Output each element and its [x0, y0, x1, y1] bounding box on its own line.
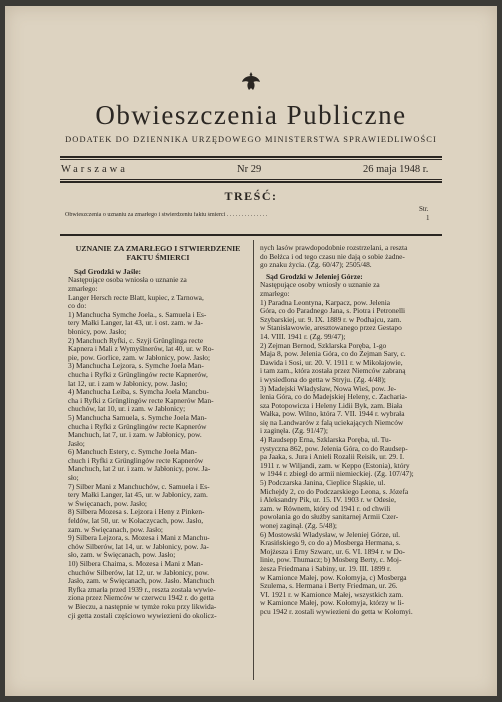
text-line: chuchów, lat 10, ur. i zam. w Jabłonicy; [68, 405, 186, 414]
section-heading [68, 244, 248, 263]
text-line: Następujące osoba wniosła o uznanie za [68, 276, 187, 285]
right-column [260, 244, 442, 617]
text-line: Manchuch, lat 2 ur. i zam. w Jabłonicy, pow. Ja- [68, 465, 211, 474]
text-line: w Stanisławowie, aresztowanego przez Gestapo [260, 324, 402, 333]
text-line: linie, pow. Thumacz; b) Mosberg Berty, c. Moj- [260, 556, 402, 565]
text-line: i zaginęła. (Zg. 91/47); [260, 427, 328, 436]
header-rule-bottom-thin [60, 179, 442, 180]
text-line: i tam zam., która została przez Niemców zabraną [260, 367, 406, 376]
text-line: VI. 1921 r. w Kamionce Małej, wszystkich zam. [260, 590, 404, 599]
text-line: 3) Madejski Władysław, Nowa Wieś, pow. Je- [260, 384, 397, 393]
text-line: i wysiedlona do getta w Stryju. (Zg. 4/48); [260, 375, 386, 384]
text-line: w Kamionce Małej, pow. Kołomyja, c) Mosberga [260, 573, 407, 582]
right-column-text [260, 281, 442, 616]
text-line: Ryfka zmarła przed 1939 r., reszta została wywie- [68, 585, 216, 594]
text-line: Jasło, zam. w Święcanach, pow. Jasło. Manchuch [68, 577, 215, 586]
text-line: chów Silberów, lat 14, ur. w Jabłonicy, pow. Ja- [68, 542, 209, 551]
text-line: tery Małki Langer, lat 45, ur. w Jabłonicy, zam. [68, 491, 208, 500]
text-line: chucha i Ryfki z Grünglingów recte Kapnerów [68, 422, 207, 431]
text-line: w 1944 r. zbiegł do armii niemieckiej. (Zg. 107/47); [260, 470, 414, 479]
text-line: cji getta zostali częściowo wywiezieni do okolicz- [68, 611, 217, 620]
text-line: pa Jaaka, s. Jura i Anieli Rozalii Reisik, ur. 29. I. [260, 453, 405, 462]
text-line: do Bełżca i od tego czasu nie dają o sobie żadne- [260, 252, 405, 261]
text-line: 2) Zejman Bernod, Szklarska Poręba, 1-go [260, 341, 387, 350]
text-line: w Kamionce Małej, pow. Kołomyja, którzy w li- [260, 599, 405, 608]
text-line: 14. VIII. 1941 r. (Zg. 99/47); [260, 332, 346, 341]
text-line: 3) Manchucha Lejzora, s. Symche Joela Man- [68, 362, 204, 371]
text-line: i Aleksandry Pik, ur. 15. IV. 1903 r. w Odesie, [260, 496, 396, 505]
header-rule-top-thin [60, 159, 442, 160]
text-line: w Bieczu, a następnie w tymże roku przy likwida- [68, 602, 217, 611]
text-line: ziona przez Niemców w czerwcu 1942 r. do getta [68, 594, 214, 603]
text-line: 9) Silbera Lejzora, s. Mozesa i Mani z Manchu- [68, 534, 210, 543]
toc-page-label: Str. [419, 205, 429, 213]
text-line: lat 12, ur. i zam w Jabłonicy, pow. Jasło; [68, 379, 188, 388]
text-line: żesza Friedmana i Sabiny, ur. 19. III. 1899 r. [260, 564, 392, 573]
text-line: 4) Manchucha Leiba, s. Symcha Joela Mancbu- [68, 388, 209, 397]
left-column [68, 244, 248, 620]
text-line: 7) Silber Mani z Manchuchów, c. Samuela i Es- [68, 482, 210, 491]
publication-title: Obwieszczenia Publiczne [95, 100, 407, 130]
text-line: sło, zam. w Święcanach, pow. Jasło; [68, 551, 176, 560]
header-rule-top [60, 156, 442, 158]
toc-heading: TREŚĆ: [224, 189, 278, 203]
text-line: tery Małki Langer, lat 43, ur. i ost. zam. w Ja- [68, 319, 203, 328]
text-line: sza Potopowicza i Heleny Lidii Byk, zam. Biała [260, 401, 403, 410]
section-heading-line: FAKTU ŚMIERCI [126, 253, 190, 263]
text-line: 5) Podczarska Janina, Cieplice Śląskie, ul. [260, 479, 386, 488]
text-line: cha i Ryfki z Grünglingów recte Kapnerów Man- [68, 396, 214, 405]
left-column-text [68, 276, 248, 620]
text-line: 1) Paradna Leontyna, Karpacz, pow. Jelenia [260, 298, 391, 307]
text-line: Manchuch, lat 7, ur. i zam. w Jabłonicy, pow. [68, 431, 202, 440]
eagle-emblem-icon [241, 70, 261, 92]
text-line: rystyczna 862, pow. Jelenia Góra, co do Raudsep- [260, 444, 408, 453]
text-line: Mojżesza i Erny Szwarc, ur. 6. VI. 1894 r. w Do- [260, 547, 405, 556]
text-line: Dawida i Sosi, ur. 20. V. 1911 r. w Mikołajowie, [260, 358, 403, 367]
publication-city: Warszawa [61, 164, 128, 175]
text-line: Góra, co do Paradnego Jana, s. Piotra i Petronelli [260, 307, 406, 316]
text-line: Langer Hersch recte Blatt, kupiec, z Tarnowa, [68, 293, 204, 302]
text-line: 8) Silbera Mozesa s. Lejzora i Heny z Pinken- [68, 508, 205, 517]
text-line: w Święcanach, pow. Jasło; [68, 499, 147, 508]
text-line: powołania go do służby sanitarnej Armii Czer- [260, 513, 399, 522]
text-line: Wałka, pow. Wilno, która 7. VII. 1944 r. wybrała [260, 410, 405, 419]
section-heading-line: UZNANIE ZA ZMARŁEGO I STWIERDZENIE [75, 244, 241, 253]
text-line: 10) Silbera Chaima, s. Mozesa i Mani z Man- [68, 560, 204, 568]
toc-entry: Obwieszczenia o uznaniu za zmarłego i stwierdzeniu faktu śmierci . . . . . . . . . . . . . . [65, 212, 268, 218]
text-line: Szulema, s. Hermana i Berty Friedman, ur. 26. [260, 582, 398, 591]
text-line: Krasińskiego 9, co do a) Mosberga Hermana, s. [260, 539, 401, 548]
text-line: 2) Manchuch Ryfki, c. Szyji Grünglinga recte [68, 336, 204, 345]
text-line: sło; [68, 474, 79, 483]
court-heading: Sąd Grodzki w Jeleniej Górze: [266, 272, 363, 281]
text-line: 1911 r. w Wiljandi, zam. w Keppo (Estonia), który [260, 461, 410, 470]
issue-number: Nr 29 [237, 164, 262, 175]
issue-date: 26 maja 1948 r. [363, 164, 429, 175]
document-page [5, 6, 497, 696]
text-line: go znaku życia. (Zg. 60/47); 2505/48. [260, 261, 372, 270]
text-line: zmarłego: [260, 289, 290, 298]
text-line: feldów, lat 50, ur. w Kołaczycach, pow. Jasło, [68, 517, 204, 526]
text-line: Następujące osoby wniosły o uznanie za [260, 281, 380, 290]
text-line: zam. w Równem, który od 1941 r. od chwili [260, 504, 391, 513]
text-line: 1) Manchucha Symche Joela., s. Samuela i Es- [68, 310, 207, 319]
text-line: błonicy, pow. Jasło; [68, 327, 127, 336]
text-line: 6) Manchuch Estery, c. Symche Joela Man- [68, 448, 197, 457]
column-divider [253, 240, 254, 680]
header-rule-bottom [60, 181, 442, 183]
text-line: 4) Raudsepp Erna, Szklarska Poręba, ul. Tu- [260, 436, 392, 445]
text-line: co do: [68, 302, 87, 311]
toc-rule [60, 234, 442, 236]
text-line: się na Landwarów z falą uciekających Niemców [260, 418, 404, 427]
text-line: chuchów Silberów, lat 12, ur. w Jabłonicy, pow. [68, 568, 210, 577]
text-line: Michejdy 2, co do Podczarskiego Leona, s. Józefa [260, 487, 409, 496]
text-line: pie, pow. Gorlice, zam. w Jabłonicy, pow. Jasło; [68, 353, 211, 362]
toc-entry-page: 1 [426, 214, 430, 222]
text-line: wonej zaginął. (Zg. 5/48); [260, 522, 337, 530]
text-line: 5) Manchucha Samuela, s. Symche Joela Man- [68, 413, 207, 422]
text-line: Jasło; [68, 439, 85, 448]
text-line: nych lasów prawdopodobnie rozstrzelani, a reszta [260, 244, 408, 252]
text-line: chucha i Ryfki z Grünglingów recte Kapnerów, [68, 370, 208, 379]
text-line: Kapnera i Mali z Wymyślnerów, lat 40, ur. w Ro- [68, 345, 214, 354]
text-line: lenia Góra, co do Madejskiej Heleny, c. Zacharia- [260, 393, 408, 402]
publication-subtitle: DODATEK DO DZIENNIKA URZĘDOWEGO MINISTERSTWA SPRAWIEDLIWOŚCI [65, 135, 437, 144]
text-line: chuch i Ryfki z Grünglingów recte Kapnerów [68, 456, 204, 465]
text-line: zmarłego: [68, 285, 98, 293]
right-column-continuation [260, 244, 442, 270]
text-line: 6) Mostowski Władysław, w Jeleniej Górze, ul. [260, 530, 400, 539]
text-line: pcu 1942 r. zostali wywiezieni do getta w Kołomyi. [260, 607, 413, 616]
text-line: Szybarskiej, ur. 9. IX. 1889 r. w Podhajcu, zam. [260, 315, 402, 324]
court-heading: Sąd Grodzki w Jaśle: [74, 267, 142, 276]
text-line: zam. w Święcanach, pow. Jasło; [68, 525, 163, 534]
text-line: Maja 8, pow. Jelenia Góra, co do Zejman Sary, c. [260, 350, 406, 359]
